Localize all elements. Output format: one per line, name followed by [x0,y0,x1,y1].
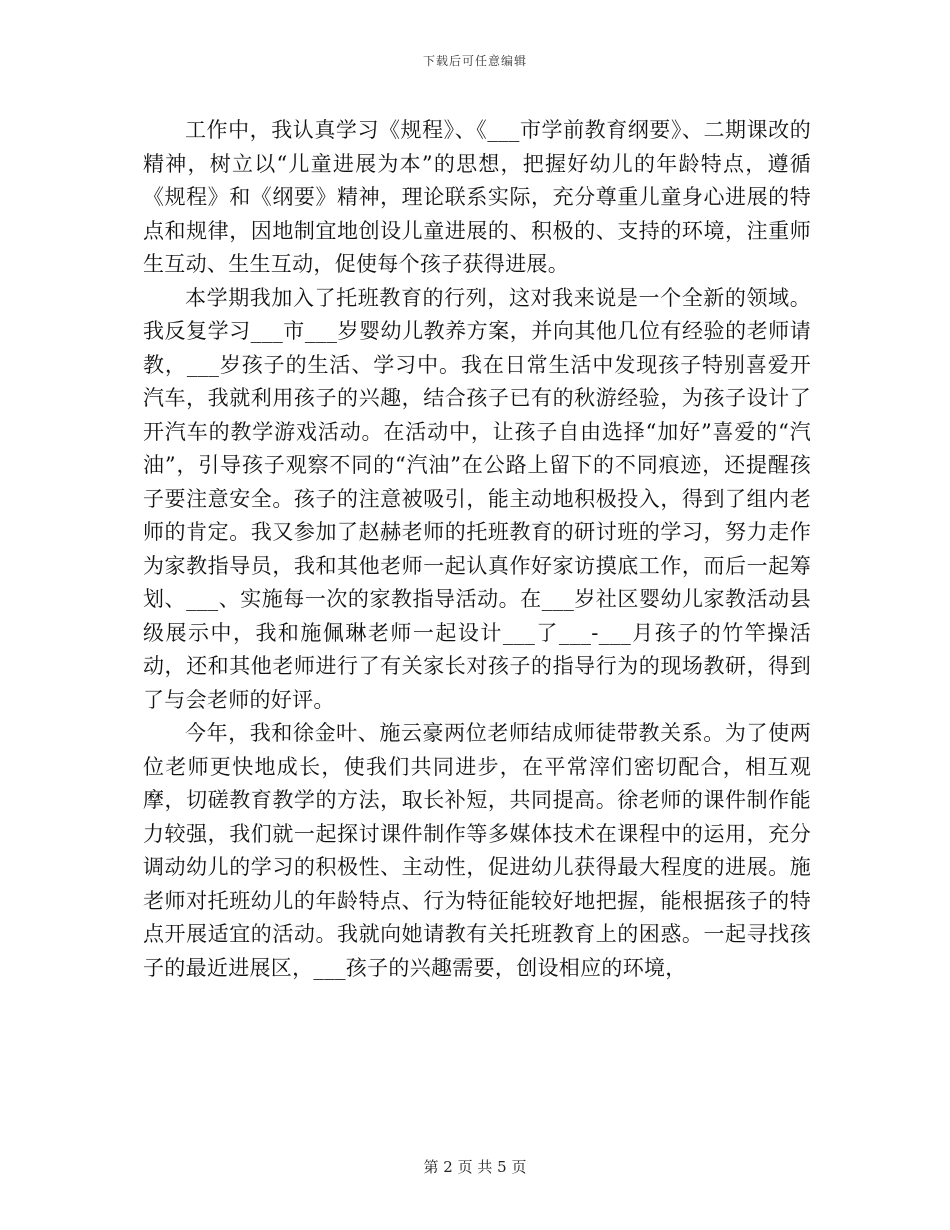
paragraph-3: 今年，我和徐金叶、施云豪两位老师结成师徒带教关系。为了使两位老师更快地成长，使我们共同进步，在平常滓们密切配合，相互观摩，切磋教育教学的方法，取长补短，共同提高。徐老师的课件制作能力较强，我们就一起探讨课件制作等多媒体技术在课程中的运用，充分调动幼儿的学习的积极性、主动性，促进幼儿获得最大程度的进展。施老师对托班幼儿的年龄特点、行为特征能较好地把握，能根据孩子的特点开展适宜的活动。我就向她请教有关托班教育上的困惑。一起寻找孩子的最近进展区，___孩子的兴趣需要，创设相应的环境， [143,721,811,980]
document-body [143,114,811,985]
page-number: 第 2 页 共 5 页 [423,1158,527,1176]
paragraph-2: 本学期我加入了托班教育的行列，这对我来说是一个全新的领域。我反复学习___市___岁婴幼儿教养方案，并向其他几位有经验的老师请教，___岁孩子的生活、学习中。我在日常生活中发现孩子特别喜爱开汽车，我就利用孩子的兴趣，结合孩子已有的秋游经验，为孩子设计了开汽车的教学游戏活动。在活动中，让孩子自由选择“加好”喜爱的“汽油”，引导孩子观察不同的“汽油”在公路上留下的不同痕迹，还提醒孩子要注意安全。孩子的注意被吸引，能主动地积极投入，得到了组内老师的肯定。我又参加了赵赫老师的托班教育的研讨班的学习，努力走作为家教指导员，我和其他老师一起认真作好家访摸底工作，而后一起筹划、___、实施每一次的家教指导活动。在___岁社区婴幼儿家教活动县级展示中，我和施佩琳老师一起设计___了___-___月孩子的竹竿操活动，还和其他老师进行了有关家长对孩子的指导行为的现场教研，得到了与会老师的好评。 [143,285,811,712]
page-header: 下载后可任意编辑 [422,54,527,68]
paragraph-1: 工作中，我认真学习《规程》、《___市学前教育纲要》、二期课改的精神，树立以“儿童进展为本”的思想，把握好幼儿的年龄特点，遵循《规程》和《纲要》精神，理论联系实际，充分尊重儿童身心进展的特点和规律，因地制宜地创设儿童进展的、积极的、支持的环境，注重师生互动、生生互动，促使每个孩子获得进展。 [143,118,811,276]
